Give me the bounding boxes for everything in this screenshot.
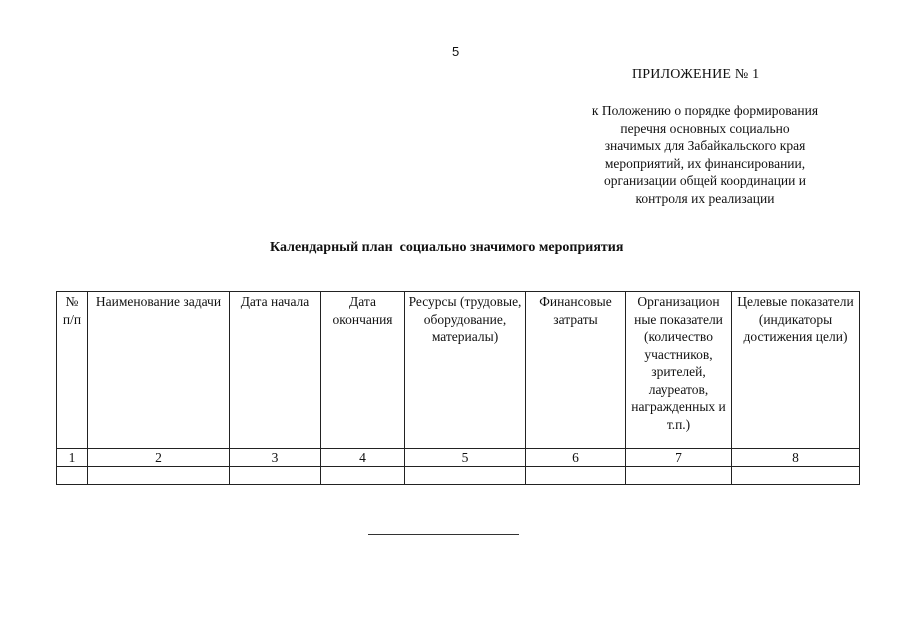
table-header-row	[57, 292, 860, 449]
empty-cell	[57, 467, 88, 485]
footer-rule	[368, 534, 519, 535]
column-number-cell: 3	[230, 449, 321, 467]
appendix-title: ПРИЛОЖЕНИЕ № 1	[632, 67, 760, 82]
header-start-date: Дата начала	[230, 292, 321, 449]
calendar-plan-table	[56, 291, 860, 485]
empty-table-row	[57, 467, 860, 485]
page-number: 5	[452, 44, 460, 59]
appendix-subtitle-line: организации общей координации и	[604, 173, 806, 188]
appendix-subtitle-line: мероприятий, их финансировании,	[604, 155, 806, 171]
empty-cell	[405, 467, 526, 485]
column-number-cell: 4	[321, 449, 405, 467]
header-resources: Ресурсы (трудовые, оборудование, материалы)	[405, 292, 526, 449]
appendix-subtitle	[560, 102, 850, 207]
header-task-name: Наименование задачи	[88, 292, 230, 449]
appendix-subtitle-line: перечня основных социально	[620, 120, 790, 136]
column-number-cell: 1	[57, 449, 88, 467]
header-financial-costs: Финансовые затраты	[526, 292, 626, 449]
appendix-subtitle-line: к Положению о порядке формирования	[591, 103, 819, 118]
empty-cell	[321, 467, 405, 485]
empty-cell	[626, 467, 732, 485]
column-number-cell: 2	[88, 449, 230, 467]
empty-cell	[732, 467, 860, 485]
plan-title: Календарный план социально значимого мероприятия	[270, 240, 624, 255]
header-organizational-indicators: Организацион ные показатели (количество участников, зрителей, лауреатов, награжденных и т.п.)	[626, 292, 732, 449]
header-end-date: Дата окончания	[321, 292, 405, 449]
appendix-subtitle-line: контроля их реализации	[635, 190, 775, 206]
column-number-cell: 8	[732, 449, 860, 467]
empty-cell	[230, 467, 321, 485]
column-number-row	[57, 449, 860, 467]
appendix-subtitle-line: значимых для Забайкальского края	[604, 138, 806, 153]
header-target-indicators: Целевые показатели (индикаторы достижения цели)	[732, 292, 860, 449]
column-number-cell: 7	[626, 449, 732, 467]
empty-cell	[526, 467, 626, 485]
header-number: № п/п	[57, 292, 88, 449]
column-number-cell: 6	[526, 449, 626, 467]
empty-cell	[88, 467, 230, 485]
column-number-cell: 5	[405, 449, 526, 467]
